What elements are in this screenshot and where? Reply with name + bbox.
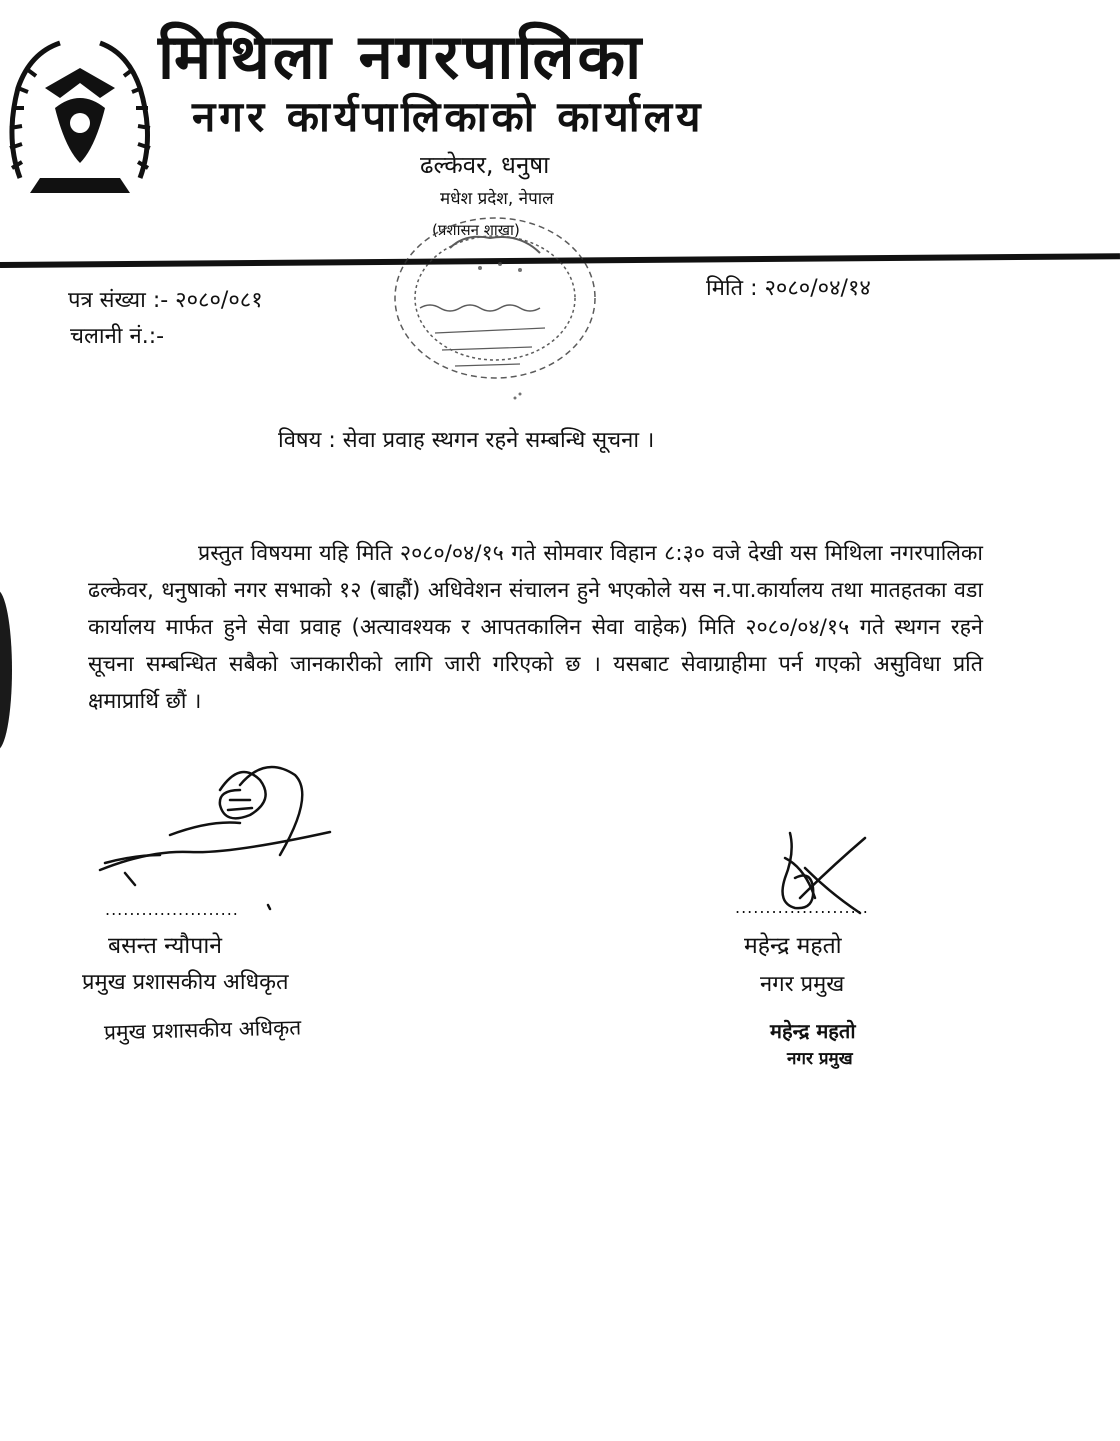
letter-date: मिति : २०८०/०४/१४	[706, 276, 871, 301]
signatory-designation-right: नगर प्रमुख	[760, 972, 845, 997]
signatory-name-right: महेन्द्र महतो	[744, 933, 842, 959]
body-text: प्रस्तुत विषयमा यहि मिति २०८०/०४/१५ गते सोमवार विहान ८:३० वजे देखी यस मिथिला नगरपालिका ढल्केवर, धनुषाको नगर सभाको १२ (बाह्रौं) अधिवेशन संचालन हुने भएकोले यस न.पा.कार्यालय तथा मातहतका वडा कार्यालय मार्फत हुने सेवा प्रवाह (अत्यावश्यक र आपतकालिन सेवा वाहेक) मिति २०८०/०४/१५ गते स्थगन रहने सूचना सम्बन्धित सबैको जानकारीको लागि जारी गरिएको छ । यसबाट सेवाग्राहीमा पर्न गएको असुविधा प्रति क्षमाप्रार्थि छौं ।	[88, 541, 983, 714]
signatory-designation-left: प्रमुख प्रशासकीय अधिकृत	[82, 970, 289, 995]
signature-left	[90, 755, 350, 915]
scan-edge-shadow	[0, 590, 12, 750]
name-stamp-right: महेन्द्र महतो	[770, 1019, 856, 1043]
signature-line-left: ......................	[105, 900, 239, 919]
address-city: ढल्केवर, धनुषा	[420, 151, 550, 179]
body-paragraph	[88, 535, 983, 720]
signatory-name-left: बसन्त न्यौपाने	[108, 933, 223, 959]
designation-stamp-left: प्रमुख प्रशासकीय अधिकृत	[103, 1015, 302, 1045]
address-section: (प्रशासन शाखा)	[432, 221, 520, 239]
municipality-title: मिथिला नगरपालिका	[158, 20, 645, 93]
subject-line: विषय : सेवा प्रवाह स्थगन रहने सम्बन्धि सूचना ।	[278, 428, 655, 453]
nepal-emblem-icon	[0, 28, 160, 198]
signature-line-right: ......................	[735, 898, 869, 917]
designation-stamp-right: नगर प्रमुख	[787, 1049, 853, 1069]
address-province: मधेश प्रदेश, नेपाल	[440, 189, 554, 209]
letter-number: पत्र संख्या :- २०८०/०८१	[68, 288, 263, 313]
dispatch-number: चलानी नं.:-	[70, 324, 165, 349]
office-seal-stamp	[380, 208, 610, 408]
office-title: नगर कार्यपालिकाको कार्यालय	[192, 92, 705, 141]
